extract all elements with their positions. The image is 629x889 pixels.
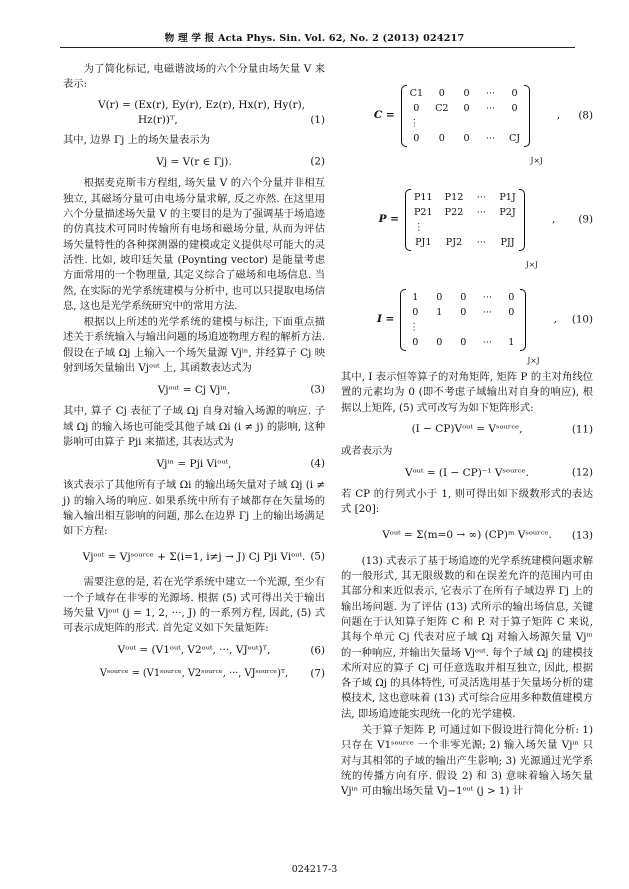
paragraph: 根据麦克斯韦方程组, 场矢量 V 的六个分量并非相互独立, 其磁场分量可由电场分量求解, 反之亦然. 在这里用六个分量描述场矢量 V 的主要目的是为了强调基于场追迹的仿真技术可同时传输所有电场和磁场分量, 从而为评估场矢量特性的各种探测器的建模或定义提供尽可能大的灵活性. 比如, 坡印廷矢量 (Poynting vector) 是能量考虑方面常用的一个物理量, 其定义综合了磁场和电场信息. 当然, 在实际的光学系统建模与分析中, 也可以只提取电场信息, 这也是光学系统研究中的常用方法. — [63, 177, 325, 312]
matrix-cell: PJJ — [500, 237, 515, 248]
equation-number: (5) — [310, 550, 325, 563]
paragraph: 需要注意的是, 若在光学系统中建立一个光源, 至少有一个子域存在非零的光源场. 根据 (5) 式可得出关于输出场矢量 Vjᵒᵘᵗ (j = 1, 2, ···, J) 的一系列方程, 因此, (5) 式可表示成矩阵的形式. 首先定义如下矢量矩阵: — [63, 576, 325, 635]
matrix-cell — [475, 221, 487, 234]
equation-2 — [63, 153, 325, 171]
equation-number: (10) — [571, 313, 593, 326]
equation-number: (12) — [571, 466, 593, 479]
matrix-size: J×J — [530, 155, 543, 165]
matrix-cell — [505, 321, 517, 334]
matrix-equation-10 — [341, 274, 593, 366]
matrix-cell: P11 — [413, 192, 433, 203]
equation-number: (2) — [310, 155, 325, 168]
equation-number: (1) — [310, 113, 325, 126]
matrix-cell: 0 — [460, 337, 467, 348]
paragraph: 其中, 边界 Γj 上的场矢量表示为 — [63, 134, 210, 147]
matrix-size: J×J — [525, 259, 539, 269]
matrix-cell: 0 — [413, 103, 420, 114]
equation-number: (8) — [578, 109, 593, 122]
paragraph: (13) 式表示了基于场追迹的光学系统建模问题求解的一般形式, 其无限级数的和在误差允许的范围内可由其部分和来近似表示, 它表示了在所有子域边界 Γj 上的输出场问题. 为了评估 (13) 式所示的输出场信息, 关键问题在于认知算子矩阵 C 和 P. 对于算子矩阵 C 来说, 其每个单元 Cj 代表对应子域 Ωj 对输入场源矢量 Vjⁱⁿ 的一种响应, 并输出矢量场 Vjᵒᵘᵗ. 每个子域 Ωj 的建模技术所对应的算子 Cj 可任意选取并相互独立, 因此, 根据各子域 Ωj 的具体特性, 可灵活选用基于矢量场分析的建模技术, 这也意味着 (13) 式可综合应用多种数值建模方法, 即场追迹能实现统一化的光学建模. — [341, 554, 593, 720]
equation-number: (11) — [571, 423, 593, 436]
equation-12 — [341, 464, 593, 482]
matrix-cell: C1 — [409, 88, 424, 99]
equation-4 — [63, 455, 325, 473]
matrix-cell: 0 — [412, 307, 419, 318]
matrix-label: I = — [376, 313, 395, 326]
matrix-cell: 0 — [438, 133, 445, 144]
matrix-cell — [509, 117, 521, 130]
equation-body: Vjⁱⁿ = Pji Viᵒᵘᵗ, — [156, 457, 232, 470]
paragraph: 或者表示为 — [341, 444, 393, 457]
matrix-cell: ⋮ — [409, 322, 419, 333]
equation-number: (13) — [571, 529, 593, 542]
matrix-I — [400, 289, 526, 351]
equation-number: (9) — [578, 213, 593, 226]
matrix-cell — [433, 321, 445, 334]
left-column — [63, 62, 325, 688]
equation-body: Vjᵒᵘᵗ = Vjˢᵒᵘʳᶜᵉ + Σ(i=1, i≠j → J) Cj Pji Viᵒᵘᵗ. — [82, 550, 306, 563]
equation-1 — [63, 98, 325, 129]
matrix-cell: C2 — [435, 103, 449, 114]
equation-body: Vˢᵒᵘʳᶜᵉ = (V1ˢᵒᵘʳᶜᵉ, V2ˢᵒᵘʳᶜᵉ, ···, VJˢᵒᵘʳᶜᵉ)ᵀ, — [99, 667, 289, 679]
matrix-cell: 0 — [436, 337, 443, 348]
matrix-cell: CJ — [508, 133, 521, 144]
comma: , — [556, 109, 561, 122]
equation-number: (7) — [310, 666, 325, 679]
paragraph: 关于算子矩阵 P, 可通过如下假设进行简化分析: 1) 只存在 V1ˢᵒᵘʳᶜᵉ 一个非零光源; 2) 输入场矢量 Vjⁱⁿ 只对与其相邻的子域的输出产生影响; 3) 光源通过光学系统的传播方向有序. 假设 2) 和 3) 意味着输入场矢量 Vjⁱⁿ 可由输出场矢量 Vj−1ᵒᵘᵗ (j > 1) 计 — [341, 724, 593, 798]
matrix-cell: 0 — [436, 292, 443, 303]
matrix-cell: 0 — [438, 88, 445, 99]
equation-body: Vᵒᵘᵗ = (V1ᵒᵘᵗ, V2ᵒᵘᵗ, ···, VJᵒᵘᵗ)ᵀ, — [117, 643, 271, 656]
matrix-cell: P22 — [444, 207, 464, 218]
equation-body: (I − CP)Vᵒᵘᵗ = Vˢᵒᵘʳᶜᵉ, — [411, 423, 523, 436]
equation-6 — [63, 642, 325, 660]
matrix-label: C = — [373, 109, 395, 122]
matrix-cell: ··· — [482, 292, 492, 303]
matrix-cell: 0 — [511, 103, 518, 114]
matrix-C — [401, 85, 530, 147]
paragraph: 其中, I 表示恒等算子的对角矩阵, 矩阵 P 的主对角线位置的元素均为 0 (即不考虑子域输出对自身的响应), 根据以上矩阵, (5) 式可改写为如下矩阵形式: — [341, 371, 593, 414]
equation-body: Vj = V(r ∈ Γj). — [156, 155, 232, 168]
paragraph: 若 CP 的行列式小于 1, 则可得出如下级数形式的表达式 [20]: — [341, 488, 593, 516]
matrix-cell — [499, 221, 515, 234]
paragraph: 根据以上所述的光学系统的建模与标注, 下面重点描述关于系统输入与输出问题的场追迹物理方程的解析方法. 假设在子域 Ωj 上输入一个场矢量源 Vjⁱⁿ, 并经算子 Cj 映射到场矢量输出 Vjᵒᵘᵗ 上, 其函数表达式为 — [63, 316, 325, 375]
matrix-cell — [481, 321, 493, 334]
matrix-equation-9 — [341, 170, 593, 270]
matrix-cell: P12 — [444, 192, 464, 203]
matrix-cell: 0 — [511, 88, 518, 99]
matrix-cell: ··· — [476, 192, 486, 203]
matrix-cell — [461, 117, 473, 130]
matrix-cell: 1 — [412, 292, 419, 303]
matrix-cell: 0 — [508, 292, 515, 303]
comma: , — [552, 213, 556, 226]
matrix-cell: 0 — [413, 133, 420, 144]
matrix-label: P = — [378, 213, 399, 226]
equation-number: (3) — [310, 383, 325, 396]
matrix-cell: ··· — [485, 103, 496, 114]
matrix-cell: 0 — [460, 292, 467, 303]
matrix-cell: ⋮ — [413, 222, 424, 233]
matrix-cell: PJ2 — [445, 237, 463, 248]
equation-body: Vᵒᵘᵗ = (I − CP)⁻¹ Vˢᵒᵘʳᶜᵉ. — [405, 466, 529, 479]
matrix-cell: PJ1 — [415, 237, 432, 248]
matrix-cell: 0 — [463, 103, 470, 114]
matrix-cell: P1J — [499, 192, 516, 203]
equation-5 — [63, 544, 325, 570]
right-column — [341, 62, 593, 801]
matrix-cell: 0 — [463, 133, 470, 144]
equation-13 — [341, 523, 593, 549]
equation-line: Hz(r))ᵀ, — [138, 113, 178, 126]
matrix-cell: ··· — [485, 88, 496, 99]
page-number: 024217-3 — [291, 864, 338, 875]
paragraph: 为了简化标记, 电磁谐波场的六个分量由场矢量 V 来表示: — [63, 63, 325, 91]
header-rule — [60, 47, 575, 48]
equation-number: (4) — [310, 457, 325, 470]
matrix-cell: ··· — [476, 207, 486, 218]
matrix-cell: 0 — [463, 88, 470, 99]
equation-3 — [63, 381, 325, 399]
matrix-cell: 1 — [436, 307, 443, 318]
matrix-cell: P21 — [413, 207, 433, 218]
matrix-cell — [445, 221, 464, 234]
equation-body: Vjᵒᵘᵗ = Cj Vjⁱⁿ, — [157, 383, 231, 396]
matrix-cell: 0 — [460, 307, 467, 318]
matrix-cell: 0 — [412, 337, 419, 348]
equation-line: V(r) = (Ex(r), Ey(r), Ez(r), Hx(r), Hy(r), — [98, 98, 306, 111]
equation-body: Vᵒᵘᵗ = Σ(m=0 → ∞) (CP)ᵐ Vˢᵒᵘʳᶜᵉ. — [382, 529, 552, 542]
equation-11 — [341, 421, 593, 439]
matrix-cell: ··· — [476, 237, 486, 248]
paragraph: 该式表示了其他所有子域 Ωi 的输出场矢量对子域 Ωj (i ≠ j) 的输入场的响应. 如果系统中所有子域都存在矢量场的输入输出相互影响的问题, 那么在边界 Γj 上的输出场满足如下方程: — [63, 479, 325, 538]
matrix-cell — [457, 321, 469, 334]
equation-number: (6) — [310, 643, 325, 656]
matrix-equation-8 — [341, 66, 593, 166]
matrix-cell: 0 — [508, 307, 515, 318]
matrix-cell — [485, 117, 497, 130]
matrix-size: J×J — [527, 355, 540, 365]
matrix-P — [405, 189, 525, 251]
comma: , — [553, 313, 558, 326]
matrix-cell: P2J — [499, 207, 516, 218]
running-header: 物 理 学 报 Acta Phys. Sin. Vol. 62, No. 2 (2013) 024217 — [164, 33, 465, 44]
matrix-cell: ··· — [482, 337, 492, 348]
equation-7 — [63, 665, 325, 683]
matrix-cell — [435, 117, 448, 130]
paragraph: 其中, 算子 Cj 表征了子域 Ωj 自身对输入场源的响应. 子域 Ωj 的输入场也可能受其他子域 Ωi (i ≠ j) 的影响, 这种影响可由算子 Pji 来描述, 其表达式为 — [63, 405, 325, 448]
matrix-cell: ··· — [482, 307, 492, 318]
matrix-cell: ··· — [485, 133, 496, 144]
matrix-cell: 1 — [508, 337, 515, 348]
matrix-cell: ⋮ — [409, 118, 420, 129]
